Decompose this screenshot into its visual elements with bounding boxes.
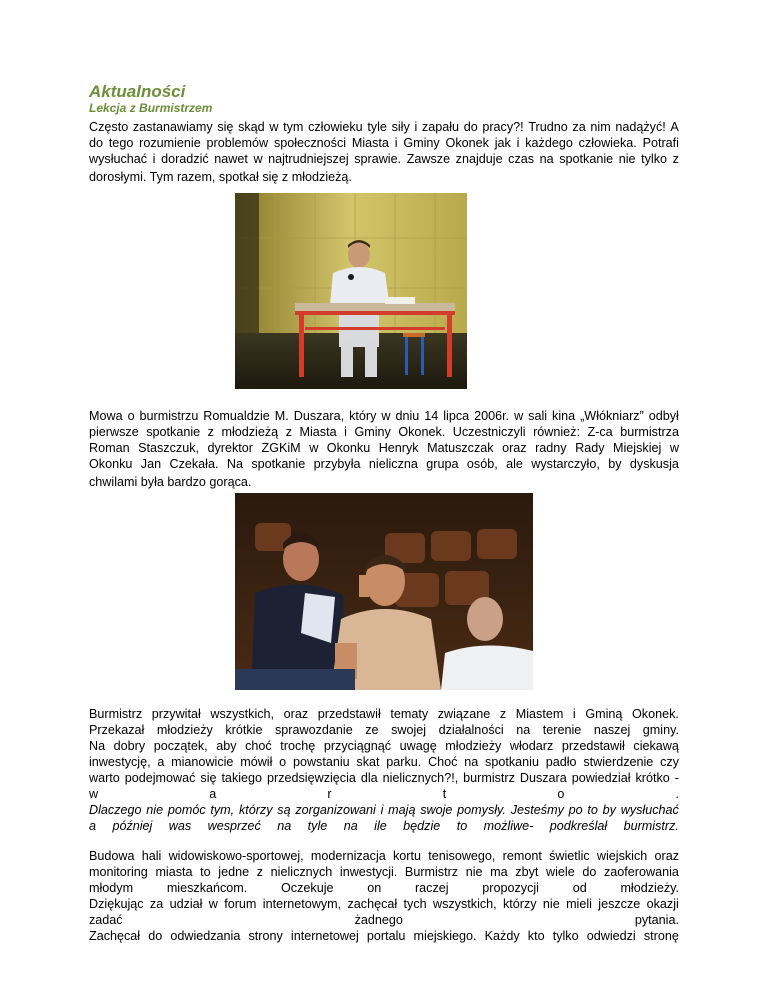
spaced-letter: a xyxy=(209,787,217,801)
text-line: monitoring miasta to jedne z nielicznych inwestycji. Burmistrz nie ma zbyt wiele do zaoferowania xyxy=(89,865,679,879)
text-line: Przekazał młodzieży krótkie sprawozdanie ze swojej działalności na terenie naszej gminy. xyxy=(89,723,679,737)
text-line: Budowa hali widowiskowo-sportowej, modernizacja kortu tenisowego, remont świetlic wiejskich oraz xyxy=(89,849,679,863)
text-line: Mowa o burmistrzu Romualdzie M. Duszara, który w dniu 14 lipca 2006r. w sali kina „Włókniarz” odbył xyxy=(89,409,679,423)
text-line: Okonku Jan Czekała. Na spotkanie przybyła nieliczna grupa osób, ale wystarczyło, by dyskusja xyxy=(89,457,679,471)
text-line: wysłuchać i doradzić nawet w najtrudniejszej sprawie. Zawsze znajduje czas na spotkanie nie tylko z xyxy=(89,152,679,166)
text-line: Burmistrz przywitał wszystkich, oraz przedstawił tematy związane z Miastem i Gminą Okonek. xyxy=(89,707,679,721)
text-line: warto podejmować się takiego przedsięwzięcia dla nielicznych?!, burmistrz Duszara powiedział krótko - xyxy=(89,771,679,785)
text-line: pierwsze spotkanie z młodzieżą z Miasta i Gminy Okonek. Uczestniczyli również: Z-ca burmistrza xyxy=(89,425,679,439)
meeting-photo-youth xyxy=(235,493,533,690)
intro-paragraph xyxy=(89,119,679,185)
text-line: Zachęcał do odwiedzania strony internetowej portalu miejskiego. Każdy kto tylko odwiedzi stronę xyxy=(89,929,679,943)
article-headline: Lekcja z Burmistrzem xyxy=(89,101,213,115)
quote-line: Dlaczego nie pomóc tym, którzy są zorganizowani i mają swoje pomysły. Jesteśmy po to by wysłuchać xyxy=(89,803,679,817)
text-line: inwestycję, a mianowicie mówił o powstaniu skat parku. Choć na spotkaniu padło stwierdzenie czy xyxy=(89,755,679,769)
spaced-letter: o xyxy=(557,787,565,801)
text-line: młodym mieszkańcom. Oczekuje on raczej propozycji od młodzieży. xyxy=(89,881,679,895)
paragraph-4 xyxy=(89,848,679,944)
spaced-letter: . xyxy=(675,787,679,801)
text-line: Dziękując za udział w forum internetowym, zachęcał tych wszystkich, którzy nie mieli jeszcze okazji xyxy=(89,897,679,911)
meeting-photo-mayor xyxy=(235,193,467,389)
text-line: Często zastanawiamy się skąd w tym człowieku tyle siły i zapału do pracy?! Trudno za nim nadążyć! A xyxy=(89,120,679,134)
spaced-letter: w xyxy=(89,787,99,801)
spaced-letter: r xyxy=(327,787,332,801)
text-line: dorosłymi. Tym razem, spotkał się z młodzieżą. xyxy=(89,170,352,184)
text-line: chwilami była bardzo gorąca. xyxy=(89,475,252,489)
text-line: zadać żadnego pytania. xyxy=(89,913,679,927)
spaced-word-line xyxy=(89,786,679,802)
paragraph-3 xyxy=(89,706,679,834)
spaced-letter: t xyxy=(442,787,447,801)
text-line: Roman Staszczuk, dyrektor ZGKiM w Okonku Henryk Matuszczak oraz radny Rady Miejskiej w xyxy=(89,441,679,455)
text-line: Na dobry początek, aby choć trochę przyciągnąć uwagę młodzieży włodarz przedstawił ciekawą xyxy=(89,739,679,753)
quote-line: a później was wesprzeć na tyle na ile będzie to możliwe- podkreślał burmistrz. xyxy=(89,819,679,833)
text-line: do tego rozumienie problemów społeczności Miasta i Gminy Okonek jak i każdego człowieka. Potrafi xyxy=(89,136,679,150)
section-title: Aktualności xyxy=(89,82,186,101)
paragraph-2 xyxy=(89,408,679,490)
